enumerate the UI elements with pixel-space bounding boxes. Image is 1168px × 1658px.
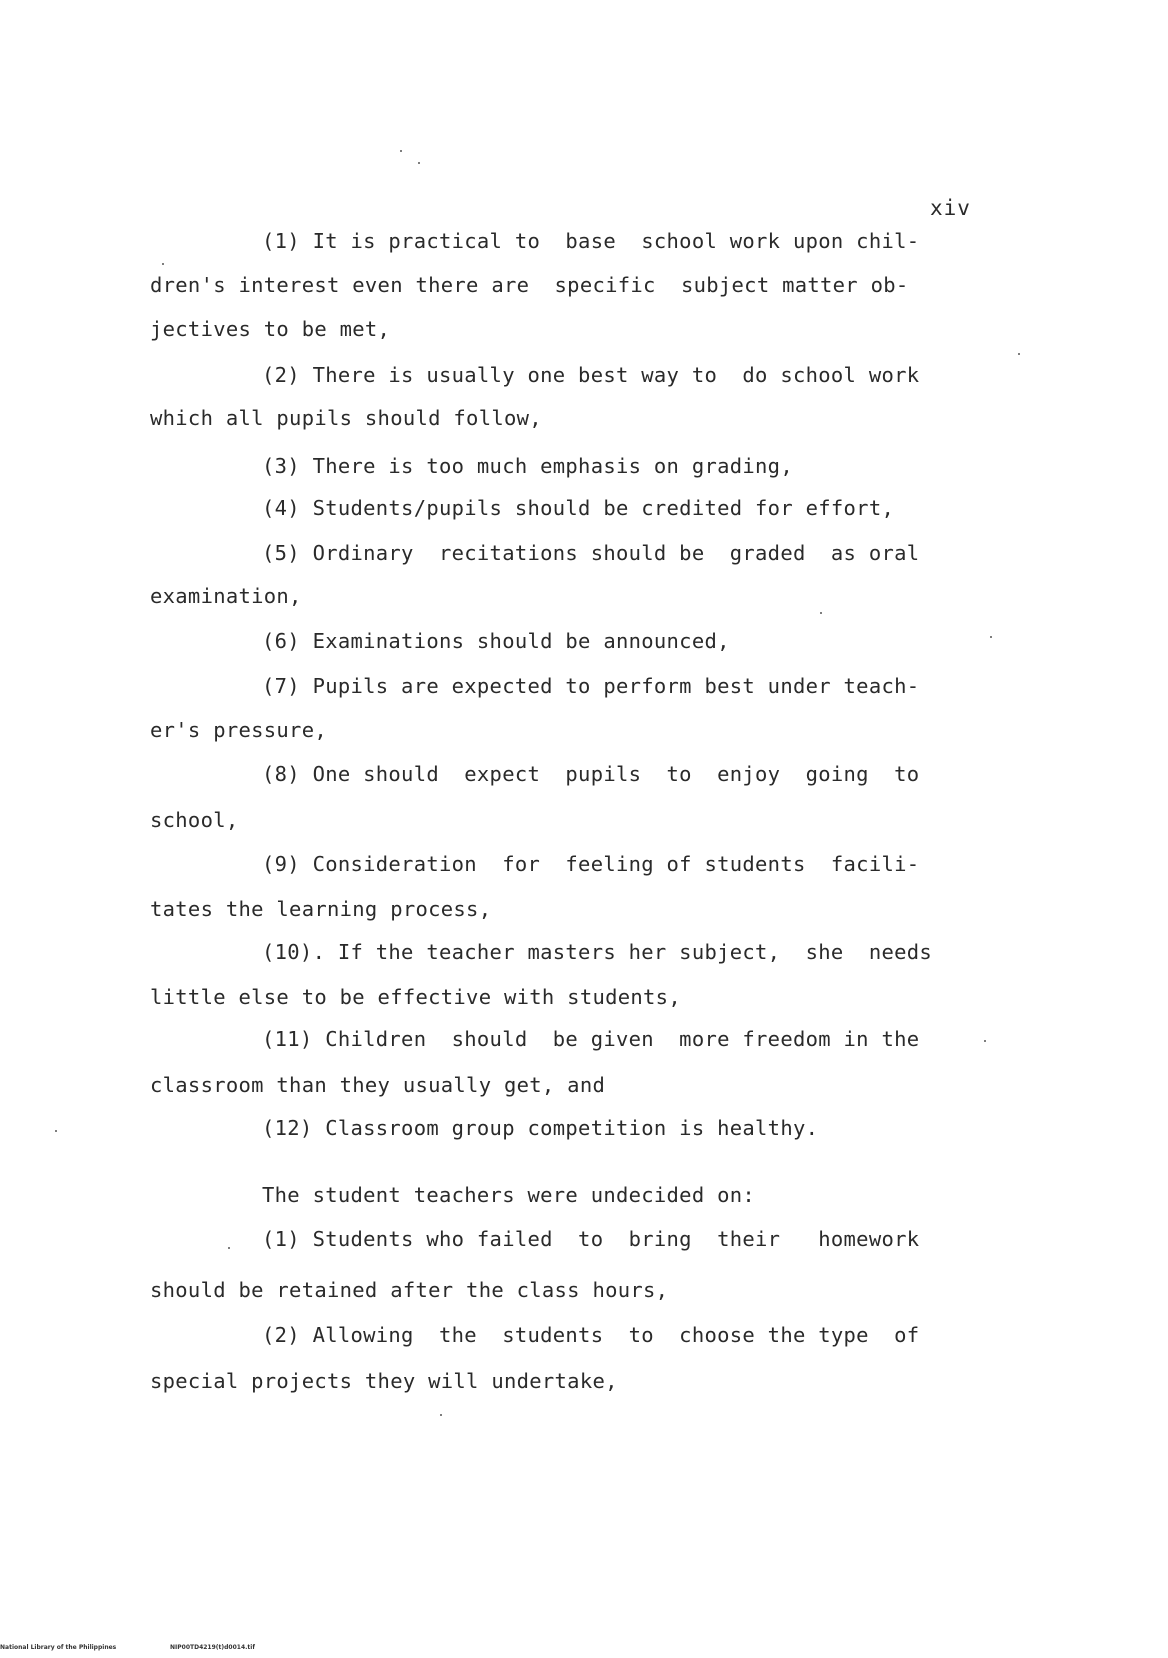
scan-speck — [228, 1247, 230, 1249]
item-7-line-1: (7) Pupils are expected to perform best under teach- — [262, 674, 920, 698]
undecided-intro: The student teachers were undecided on: — [262, 1183, 756, 1207]
scan-speck — [400, 150, 402, 152]
item-2-line-2: which all pupils should follow, — [150, 406, 542, 430]
item-1-line-1: (1) It is practical to base school work upon chil- — [262, 229, 920, 253]
scan-speck — [162, 263, 164, 265]
item-1-line-2: dren's interest even there are specific subject matter ob- — [150, 273, 909, 297]
page-number: xiv — [930, 196, 971, 220]
scan-speck — [440, 1414, 442, 1416]
undecided-item-1-line-1: (1) Students who failed to bring their homework — [262, 1227, 920, 1251]
item-8-line-1: (8) One should expect pupils to enjoy going to — [262, 762, 920, 786]
item-6-line-1: (6) Examinations should be announced, — [262, 629, 730, 653]
item-7-line-2: er's pressure, — [150, 718, 327, 742]
item-1-line-3: jectives to be met, — [150, 317, 391, 341]
undecided-item-2-line-2: special projects they will undertake, — [150, 1369, 618, 1393]
item-3-line-1: (3) There is too much emphasis on grading, — [262, 454, 793, 478]
item-5-line-2: examination, — [150, 584, 302, 608]
item-11-line-2: classroom than they usually get, and — [150, 1073, 606, 1097]
item-10-line-2: little else to be effective with students, — [150, 985, 681, 1009]
scan-speck — [990, 636, 992, 638]
undecided-item-1-line-2: should be retained after the class hours, — [150, 1278, 669, 1302]
item-5-line-1: (5) Ordinary recitations should be graded as oral — [262, 541, 920, 565]
undecided-item-2-line-1: (2) Allowing the students to choose the type of — [262, 1323, 920, 1347]
item-8-line-2: school, — [150, 808, 239, 832]
scan-speck — [820, 612, 822, 614]
scan-speck — [1018, 353, 1020, 355]
item-9-line-2: tates the learning process, — [150, 897, 492, 921]
item-11-line-1: (11) Children should be given more freedom in the — [262, 1027, 920, 1051]
item-4-line-1: (4) Students/pupils should be credited for effort, — [262, 496, 895, 520]
item-12-line-1: (12) Classroom group competition is healthy. — [262, 1116, 819, 1140]
scan-speck — [418, 162, 420, 164]
item-2-line-1: (2) There is usually one best way to do school work — [262, 363, 920, 387]
scan-speck — [984, 1040, 986, 1042]
item-9-line-1: (9) Consideration for feeling of students facili- — [262, 852, 920, 876]
footer-library-label: National Library of the Philippines — [0, 1644, 117, 1651]
scan-speck — [55, 1130, 57, 1132]
footer-file-id: NIP00TD4219(t)d0014.tif — [170, 1644, 255, 1651]
item-10-line-1: (10). If the teacher masters her subject, she needs — [262, 940, 933, 964]
